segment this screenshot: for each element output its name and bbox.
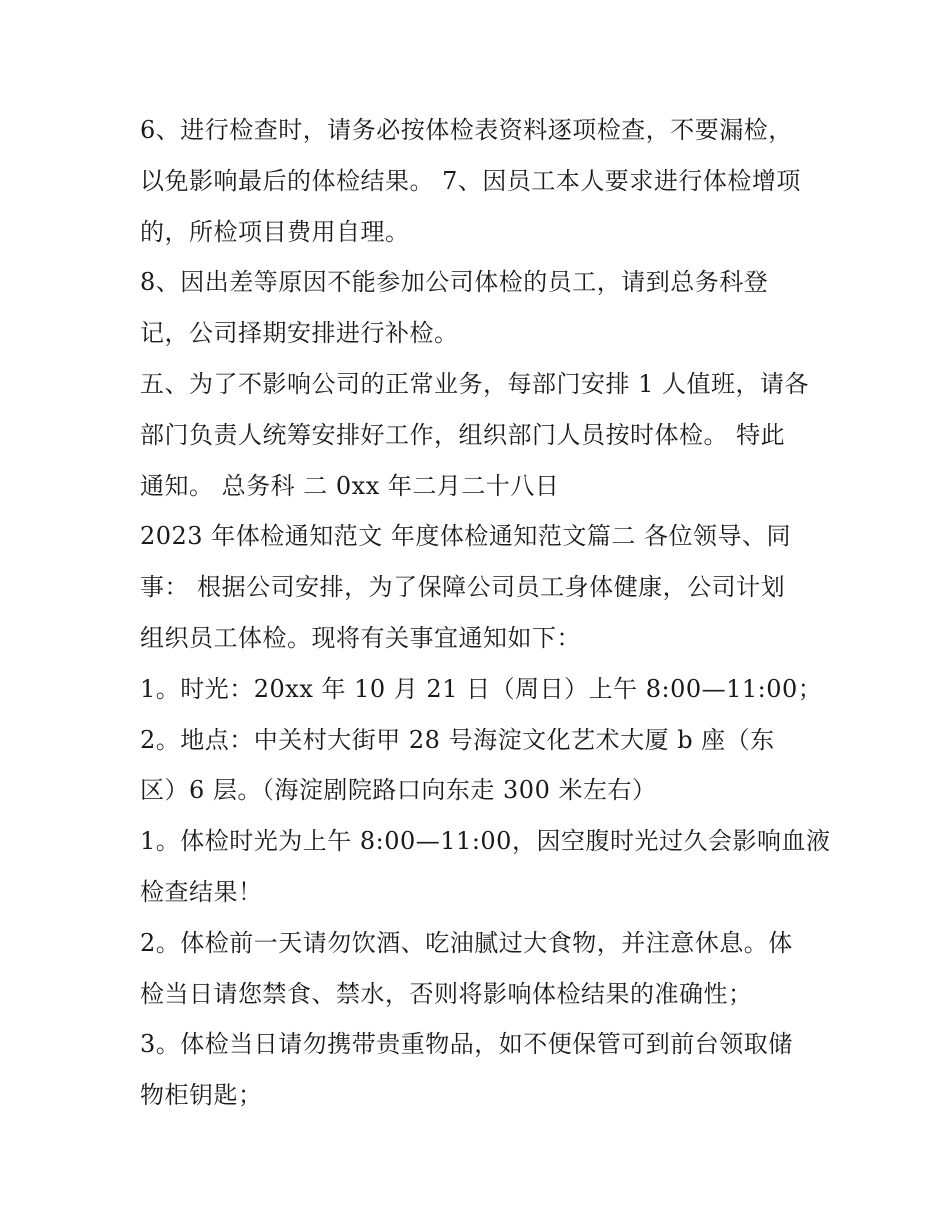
document-body: [140, 105, 831, 1121]
text-line: 记，公司择期安排进行补检。: [140, 319, 459, 348]
text-line: 6、进行检查时，请务必按体检表资料逐项检查，不要漏检，: [140, 116, 793, 144]
text-line: 1。时光：20xx 年 10 月 21 日（周日）上午 8:00—11:00；: [140, 674, 823, 703]
text-line: 部门负责人统筹安排好工作，组织部门人员按时体检。 特此: [140, 420, 786, 449]
text-line: 以免影响最后的体检结果。 7、因员工本人要求进行体检增项: [140, 166, 801, 195]
text-line: 2。体检前一天请勿饮酒、吃油腻过大食物，并注意休息。体: [140, 928, 793, 957]
text-line: 3。体检当日请勿携带贵重物品，如不便保管可到前台领取储: [140, 1030, 793, 1059]
text-line: 事： 根据公司安排，为了保障公司员工身体健康，公司计划: [140, 573, 786, 602]
text-line: 检当日请您禁食、禁水，否则将影响体检结果的准确性；: [140, 979, 753, 1008]
text-line: 组织员工体检。现将有关事宜通知如下：: [140, 623, 581, 652]
text-line: 通知。 总务科 二 0xx 年二月二十八日: [140, 471, 560, 500]
text-line: 1。体检时光为上午 8:00—11:00，因空腹时光过久会影响血液: [140, 827, 831, 856]
text-line: 2。地点：中关村大街甲 28 号海淀文化艺术大厦 b 座（东: [140, 725, 775, 754]
text-line: 8、因出差等原因不能参加公司体检的员工，请到总务科登: [140, 268, 769, 297]
text-line: 五、为了不影响公司的正常业务，每部门安排 1 人值班，请各: [140, 369, 810, 398]
text-line: 检查结果！: [140, 877, 263, 906]
text-line: 区）6 层。（海淀剧院路口向东走 300 米左右）: [140, 776, 657, 805]
text-line: 2023 年体检通知范文 年度体检通知范文篇二 各位领导、同: [140, 522, 791, 551]
text-line: 物柜钥匙；: [140, 1081, 263, 1110]
text-line: 的，所检项目费用自理。: [140, 217, 410, 246]
